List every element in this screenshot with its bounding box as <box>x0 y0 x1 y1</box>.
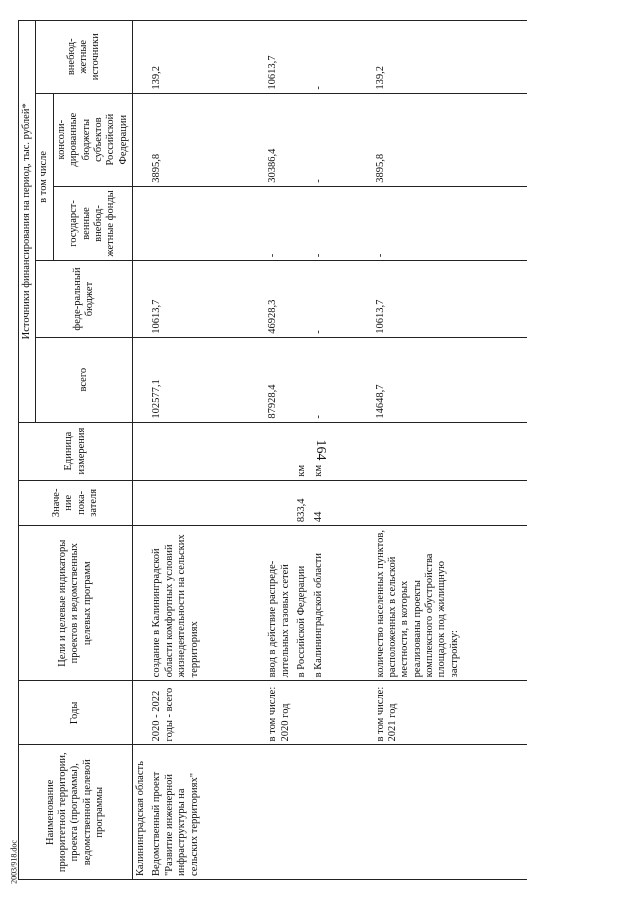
cell-value: 44 <box>311 480 373 526</box>
cell-regional: 3895,8 <box>373 93 527 186</box>
cell-value <box>265 480 294 526</box>
cell-years <box>294 681 310 745</box>
cell-regional: 30386,4 <box>265 93 294 186</box>
cell-years <box>311 681 373 745</box>
cell-territory: Ведомственный проект "Развитие инженерной инфраструктуры на сельских территориях" <box>149 745 265 880</box>
cell-regional <box>133 93 150 186</box>
header-territory: Наименование приоритетной территории, проекта (программы), ведомственной целевой программы <box>19 745 133 880</box>
cell-goal: в Российской Федерации <box>294 526 310 681</box>
table-row <box>149 21 265 880</box>
cell-unit: км <box>311 422 373 480</box>
cell-territory <box>311 745 373 880</box>
cell-unit <box>265 422 294 480</box>
cell-years: в том числе: 2021 год <box>373 681 527 745</box>
header-value: Значе-ние пока-зателя <box>19 480 133 526</box>
cell-years <box>133 681 150 745</box>
cell-state-funds <box>133 186 150 261</box>
header-including: в том числе <box>36 93 53 261</box>
cell-territory <box>265 745 294 880</box>
cell-unit <box>373 422 527 480</box>
header-years: Годы <box>19 681 133 745</box>
header-unit: Единица измерения <box>19 422 133 480</box>
cell-state-funds: - <box>373 186 527 261</box>
cell-territory <box>373 745 527 880</box>
cell-federal: 10613,7 <box>373 261 527 338</box>
cell-extra <box>133 21 150 94</box>
cell-total: 87928,4 <box>265 337 294 422</box>
footer-code: 2003/918.doc <box>9 840 19 884</box>
cell-unit: км <box>294 422 310 480</box>
cell-state-funds <box>294 186 310 261</box>
cell-goal: создание в Калининградской области комфортных условий жизнедеятельности на сельских территориях <box>149 526 265 681</box>
table-row <box>133 21 150 880</box>
cell-federal: - <box>311 261 373 338</box>
cell-value: 833,4 <box>294 480 310 526</box>
header-goals: Цели и целевые индикаторы проектов и ведомственных целевых программ <box>19 526 133 681</box>
header-federal: феде-ральный бюджет <box>36 261 133 338</box>
cell-state-funds: - <box>265 186 294 261</box>
header-financing: Источники финансирования на период, тыс. рублей* <box>19 21 36 423</box>
cell-years: в том числе: 2020 год <box>265 681 294 745</box>
header-state-funds: государст-венные внебюд-жетные фонды <box>53 186 132 261</box>
table-row <box>265 21 294 880</box>
header-total: всего <box>36 337 133 422</box>
cell-extra <box>294 21 310 94</box>
cell-state-funds <box>149 186 265 261</box>
page-number: 164 <box>313 439 328 461</box>
cell-goal: количество населенных пунктов, расположенных в сельской местности, в которых реализованы проекты комплексного обустройства площадок под жилищную застройку: <box>373 526 527 681</box>
rotated-table-container <box>18 20 608 880</box>
cell-total <box>294 337 310 422</box>
table-header <box>19 21 133 880</box>
cell-goal: в Калининградской области <box>311 526 373 681</box>
cell-federal <box>133 261 150 338</box>
header-extra: внебюд-жетные источники <box>36 21 133 94</box>
cell-extra: 10613,7 <box>265 21 294 94</box>
cell-unit <box>133 422 150 480</box>
cell-territory <box>294 745 310 880</box>
cell-value <box>133 480 150 526</box>
cell-regional <box>294 93 310 186</box>
cell-state-funds: - <box>311 186 373 261</box>
cell-goal: ввод в действие распреде-лительных газовых сетей <box>265 526 294 681</box>
table-row <box>311 21 373 880</box>
cell-unit <box>149 422 265 480</box>
cell-total: 102577,1 <box>149 337 265 422</box>
cell-federal: 10613,7 <box>149 261 265 338</box>
financing-table <box>18 20 527 880</box>
cell-total: 14648,7 <box>373 337 527 422</box>
table-body <box>133 21 527 880</box>
cell-regional: 3895,8 <box>149 93 265 186</box>
cell-goal <box>133 526 150 681</box>
cell-territory: Калининградская область <box>133 745 150 880</box>
cell-total <box>133 337 150 422</box>
cell-years: 2020 - 2022 годы - всего <box>149 681 265 745</box>
cell-extra: - <box>311 21 373 94</box>
table-row <box>294 21 310 880</box>
cell-value <box>149 480 265 526</box>
cell-extra: 139,2 <box>373 21 527 94</box>
cell-total: - <box>311 337 373 422</box>
cell-value <box>373 480 527 526</box>
header-regional: консоли-дированные бюджеты субъектов Российской Федерации <box>53 93 132 186</box>
cell-regional: - <box>311 93 373 186</box>
cell-federal <box>294 261 310 338</box>
cell-federal: 46928,3 <box>265 261 294 338</box>
cell-extra: 139,2 <box>149 21 265 94</box>
table-row <box>373 21 527 880</box>
